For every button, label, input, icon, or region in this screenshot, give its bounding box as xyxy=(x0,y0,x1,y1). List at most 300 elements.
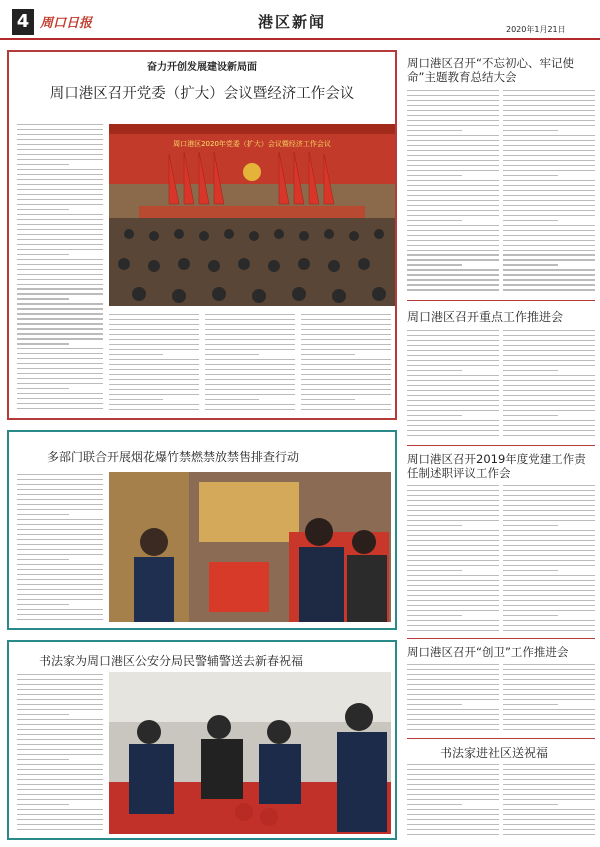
text-line xyxy=(17,254,69,255)
text-line xyxy=(503,704,558,705)
text-line xyxy=(17,179,103,180)
text-line xyxy=(17,764,103,765)
text-line xyxy=(17,829,103,830)
issue-date: 2020年1月21日 xyxy=(506,25,566,34)
text-line xyxy=(503,674,595,675)
text-line xyxy=(301,349,391,350)
text-line xyxy=(503,779,595,780)
text-line xyxy=(503,719,595,720)
text-line xyxy=(503,170,595,171)
text-line xyxy=(407,420,499,421)
calligraphy-article-box xyxy=(7,640,397,840)
text-line xyxy=(503,135,595,136)
text-line xyxy=(503,714,595,715)
text-line xyxy=(205,339,295,340)
text-line xyxy=(109,344,199,345)
text-line xyxy=(17,264,103,265)
text-line xyxy=(503,254,595,255)
text-line xyxy=(17,784,103,785)
text-line xyxy=(503,809,595,810)
text-line xyxy=(407,90,499,91)
text-line xyxy=(109,314,199,315)
divider xyxy=(407,638,595,639)
text-line xyxy=(109,374,199,375)
text-line xyxy=(301,384,391,385)
text-line xyxy=(17,393,103,394)
text-line xyxy=(17,348,103,349)
right-text-4b xyxy=(503,664,595,734)
text-line xyxy=(17,313,103,314)
text-line xyxy=(503,340,595,341)
text-line xyxy=(503,205,595,206)
photo-banner: 周口港区2020年党委（扩大）会议暨经济工作会议 xyxy=(173,140,331,148)
text-line xyxy=(503,150,595,151)
text-line xyxy=(407,714,499,715)
text-line xyxy=(503,130,558,131)
text-line xyxy=(407,335,499,336)
text-line xyxy=(17,124,103,125)
text-line xyxy=(503,145,595,146)
text-line xyxy=(301,344,391,345)
text-line xyxy=(17,229,103,230)
text-line xyxy=(503,269,595,270)
text-line xyxy=(503,555,595,556)
text-line xyxy=(407,595,499,596)
text-line xyxy=(503,824,595,825)
text-line xyxy=(503,90,595,91)
text-line xyxy=(503,560,595,561)
text-line xyxy=(17,373,103,374)
text-line xyxy=(407,550,499,551)
text-line xyxy=(503,220,558,221)
text-line xyxy=(407,590,499,591)
text-line xyxy=(17,799,103,800)
text-line xyxy=(17,774,103,775)
section-title: 港区新闻 xyxy=(258,13,327,31)
text-line xyxy=(503,410,595,411)
text-line xyxy=(17,129,103,130)
page-header xyxy=(0,0,600,40)
text-line xyxy=(407,784,499,785)
text-line xyxy=(503,729,595,730)
text-line xyxy=(503,355,595,356)
text-line xyxy=(407,510,499,511)
text-line xyxy=(407,170,499,171)
text-line xyxy=(503,540,595,541)
text-line xyxy=(109,359,199,360)
text-line xyxy=(17,734,103,735)
text-line xyxy=(301,354,355,355)
text-line xyxy=(503,679,595,680)
text-line xyxy=(503,575,595,576)
text-line xyxy=(503,515,595,516)
text-line xyxy=(17,333,103,334)
text-line xyxy=(109,404,199,405)
text-line xyxy=(17,809,103,810)
text-line xyxy=(503,804,558,805)
text-line xyxy=(503,500,595,501)
text-line xyxy=(109,394,199,395)
text-line xyxy=(17,719,103,720)
text-line xyxy=(503,284,595,285)
text-line xyxy=(407,764,499,765)
text-line xyxy=(109,389,199,390)
text-line xyxy=(17,174,103,175)
text-line xyxy=(503,495,595,496)
text-line xyxy=(407,789,499,790)
text-line xyxy=(407,279,499,280)
fireworks-title: 多部门联合开展烟花爆竹禁燃禁放禁售排查行动 xyxy=(47,450,300,464)
text-line xyxy=(17,288,103,289)
text-line xyxy=(109,384,199,385)
text-line xyxy=(17,759,69,760)
text-line xyxy=(407,565,499,566)
text-line xyxy=(503,694,595,695)
text-line xyxy=(17,244,103,245)
text-line xyxy=(407,545,499,546)
text-line xyxy=(503,415,558,416)
text-line xyxy=(503,565,595,566)
text-line xyxy=(407,410,499,411)
main-kicker: 奋力开创发展建设新局面 xyxy=(147,62,257,73)
text-line xyxy=(407,165,499,166)
text-line xyxy=(301,409,391,410)
text-line xyxy=(503,764,595,765)
text-line xyxy=(301,314,391,315)
text-line xyxy=(17,789,103,790)
text-line xyxy=(503,120,595,121)
text-line xyxy=(301,334,391,335)
right-text-4a xyxy=(407,664,499,734)
text-line xyxy=(407,490,499,491)
text-line xyxy=(503,615,558,616)
text-line xyxy=(17,224,103,225)
text-line xyxy=(503,769,595,770)
text-line xyxy=(17,579,103,580)
text-line xyxy=(407,615,462,616)
text-line xyxy=(503,689,595,690)
calligraphy-photo xyxy=(109,672,391,834)
text-line xyxy=(301,374,391,375)
text-line xyxy=(503,834,595,835)
text-line xyxy=(109,339,199,340)
text-line xyxy=(17,189,103,190)
text-line xyxy=(17,479,103,480)
text-line xyxy=(407,125,499,126)
text-line xyxy=(407,804,462,805)
text-line xyxy=(205,319,295,320)
text-line xyxy=(407,235,499,236)
text-line xyxy=(407,500,499,501)
text-line xyxy=(17,164,69,165)
text-line xyxy=(17,819,103,820)
text-line xyxy=(503,175,558,176)
text-line xyxy=(503,400,595,401)
text-line xyxy=(407,225,499,226)
text-line xyxy=(407,530,499,531)
text-line xyxy=(503,525,558,526)
text-line xyxy=(407,525,462,526)
text-line xyxy=(17,303,103,304)
text-line xyxy=(17,709,103,710)
text-line xyxy=(503,420,595,421)
text-line xyxy=(407,205,499,206)
text-line xyxy=(407,200,499,201)
text-line xyxy=(407,704,462,705)
text-line xyxy=(407,400,499,401)
text-line xyxy=(503,505,595,506)
text-line xyxy=(503,350,595,351)
text-line xyxy=(407,145,499,146)
text-line xyxy=(503,724,595,725)
text-line xyxy=(503,95,595,96)
text-line xyxy=(109,329,199,330)
text-line xyxy=(17,559,69,560)
text-line xyxy=(407,330,499,331)
text-line xyxy=(17,614,103,615)
right-text-5b xyxy=(503,764,595,842)
text-line xyxy=(17,744,103,745)
text-line xyxy=(503,799,595,800)
text-line xyxy=(205,404,295,405)
text-line xyxy=(17,293,103,294)
right-text-2a xyxy=(407,330,499,440)
text-line xyxy=(17,219,103,220)
text-line xyxy=(205,349,295,350)
text-line xyxy=(17,519,103,520)
text-line xyxy=(17,739,103,740)
text-line xyxy=(503,784,595,785)
text-line xyxy=(503,115,595,116)
text-line xyxy=(407,360,499,361)
text-line xyxy=(407,485,499,486)
text-line xyxy=(17,729,103,730)
text-line xyxy=(17,714,69,715)
text-line xyxy=(407,370,462,371)
text-line xyxy=(17,524,103,525)
text-line xyxy=(407,100,499,101)
right-text-5a xyxy=(407,764,499,842)
text-line xyxy=(17,234,103,235)
text-line xyxy=(407,195,499,196)
text-line xyxy=(17,604,69,605)
text-line xyxy=(205,344,295,345)
text-line xyxy=(503,699,595,700)
text-line xyxy=(407,130,462,131)
text-line xyxy=(17,149,103,150)
text-line xyxy=(205,324,295,325)
text-line xyxy=(17,328,103,329)
text-line xyxy=(503,580,595,581)
text-line xyxy=(407,345,499,346)
text-line xyxy=(407,724,499,725)
text-line xyxy=(407,620,499,621)
right-text-1a xyxy=(407,90,499,295)
text-line xyxy=(17,564,103,565)
text-line xyxy=(503,365,595,366)
text-line xyxy=(407,160,499,161)
right-text-2b xyxy=(503,330,595,440)
text-line xyxy=(503,279,595,280)
text-line xyxy=(407,674,499,675)
text-line xyxy=(407,425,499,426)
text-line xyxy=(407,779,499,780)
text-line xyxy=(17,494,103,495)
text-line xyxy=(301,359,391,360)
text-line xyxy=(17,569,103,570)
text-line xyxy=(205,389,295,390)
text-line xyxy=(503,185,595,186)
text-line xyxy=(407,254,499,255)
text-line xyxy=(17,544,103,545)
text-line xyxy=(407,245,499,246)
text-line xyxy=(503,600,595,601)
text-line xyxy=(17,308,103,309)
text-line xyxy=(17,154,103,155)
text-line xyxy=(503,545,595,546)
text-line xyxy=(503,625,595,626)
main-title: 周口港区召开党委（扩大）会议暨经济工作会议 xyxy=(49,86,355,102)
text-line xyxy=(503,155,595,156)
text-line xyxy=(17,474,103,475)
text-line xyxy=(17,214,103,215)
text-line xyxy=(407,605,499,606)
text-line xyxy=(503,814,595,815)
text-line xyxy=(17,749,103,750)
text-line xyxy=(109,369,199,370)
text-line xyxy=(205,384,295,385)
text-line xyxy=(17,804,69,805)
text-line xyxy=(503,789,595,790)
text-line xyxy=(503,620,595,621)
text-line xyxy=(407,719,499,720)
text-line xyxy=(17,584,103,585)
text-line xyxy=(17,509,103,510)
text-line xyxy=(17,814,103,815)
text-line xyxy=(301,394,391,395)
text-line xyxy=(503,370,558,371)
text-line xyxy=(407,555,499,556)
text-line xyxy=(17,408,103,409)
text-line xyxy=(17,699,103,700)
text-line xyxy=(407,814,499,815)
calligraphy-text xyxy=(17,674,103,834)
text-line xyxy=(407,829,499,830)
text-line xyxy=(301,319,391,320)
text-line xyxy=(407,819,499,820)
text-line xyxy=(17,679,103,680)
text-line xyxy=(407,669,499,670)
text-line xyxy=(17,363,103,364)
text-line xyxy=(17,504,103,505)
text-line xyxy=(407,180,499,181)
text-line xyxy=(503,264,558,265)
fireworks-photo xyxy=(109,472,391,622)
text-line xyxy=(17,378,103,379)
text-line xyxy=(17,609,103,610)
text-line xyxy=(503,530,595,531)
text-line xyxy=(17,259,103,260)
text-line xyxy=(17,499,103,500)
text-line xyxy=(503,200,595,201)
text-line xyxy=(301,339,391,340)
text-line xyxy=(407,250,499,251)
text-line xyxy=(407,390,499,391)
text-line xyxy=(503,210,595,211)
text-line xyxy=(407,535,499,536)
text-line xyxy=(109,409,199,410)
text-line xyxy=(503,829,595,830)
text-line xyxy=(407,385,499,386)
text-line xyxy=(109,379,199,380)
text-line xyxy=(205,399,259,400)
text-line xyxy=(407,110,499,111)
paper-logo: 周口日报 xyxy=(40,16,93,31)
text-line xyxy=(503,190,595,191)
text-line xyxy=(407,560,499,561)
text-line xyxy=(301,324,391,325)
text-line xyxy=(17,769,103,770)
text-line xyxy=(17,403,103,404)
text-line xyxy=(503,819,595,820)
text-line xyxy=(407,375,499,376)
text-line xyxy=(503,520,595,521)
main-text-col2 xyxy=(109,314,199,414)
text-line xyxy=(17,204,103,205)
text-line xyxy=(503,274,595,275)
text-line xyxy=(503,105,595,106)
text-line xyxy=(17,298,69,299)
meeting-photo xyxy=(109,124,395,306)
text-line xyxy=(17,353,103,354)
text-line xyxy=(17,144,103,145)
text-line xyxy=(407,515,499,516)
text-line xyxy=(407,190,499,191)
text-line xyxy=(109,334,199,335)
text-line xyxy=(17,619,103,620)
text-line xyxy=(17,689,103,690)
text-line xyxy=(407,289,499,290)
text-line xyxy=(17,549,103,550)
text-line xyxy=(17,794,103,795)
text-line xyxy=(503,160,595,161)
divider xyxy=(407,445,595,446)
text-line xyxy=(407,215,499,216)
text-line xyxy=(407,405,499,406)
text-line xyxy=(17,338,103,339)
text-line xyxy=(17,239,103,240)
text-line xyxy=(407,630,499,631)
text-line xyxy=(17,514,69,515)
text-line xyxy=(503,250,595,251)
text-line xyxy=(503,669,595,670)
text-line xyxy=(503,385,595,386)
text-line xyxy=(407,824,499,825)
text-line xyxy=(17,358,103,359)
text-line xyxy=(503,430,595,431)
fireworks-article-box xyxy=(7,430,397,630)
text-line xyxy=(407,380,499,381)
text-line xyxy=(503,125,595,126)
text-line xyxy=(407,430,499,431)
text-line xyxy=(503,345,595,346)
text-line xyxy=(503,605,595,606)
text-line xyxy=(17,269,103,270)
text-line xyxy=(503,535,595,536)
text-line xyxy=(503,330,595,331)
text-line xyxy=(503,195,595,196)
main-text-col3 xyxy=(205,314,295,414)
